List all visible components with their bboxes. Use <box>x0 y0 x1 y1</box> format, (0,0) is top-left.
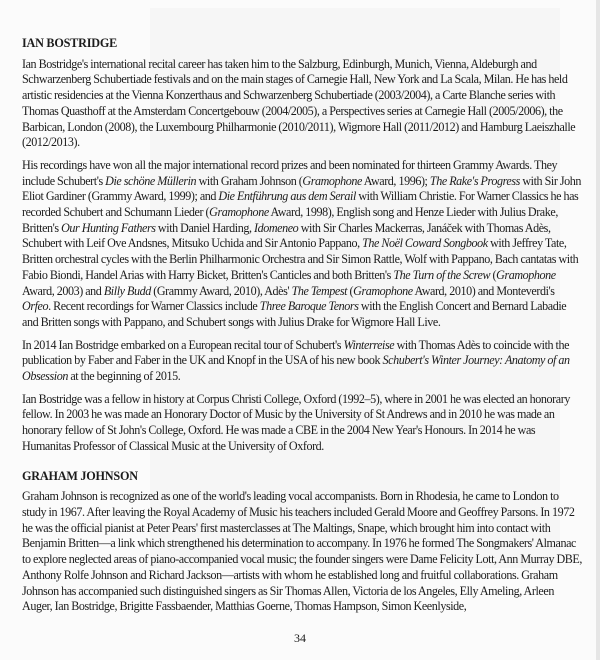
text-run: Award, 2003) and <box>22 283 104 298</box>
document-body <box>22 0 584 615</box>
page-edge <box>596 0 600 660</box>
text-run: with Daniel Harding, <box>155 220 254 235</box>
text-run: with Graham Johnson ( <box>196 173 303 188</box>
italic-title: Idomeneo <box>253 220 299 235</box>
text-run: with Sir Charles Mackerras, Janáček with Thomas Adès, Schubert with Leif Ove Andsnes, Mitsuko Uchida and Sir Antonio Pappano, <box>22 220 551 251</box>
bio-section <box>22 469 584 615</box>
text-run: Award, 1998), English song and Henze Lieder with Julius Drake, Britten's <box>22 205 558 235</box>
text-run: In 2014 Ian Bostridge embarked on a European recital tour of Schubert's <box>22 337 344 352</box>
text-run: Award, 2010) and Monteverdi's <box>412 283 555 298</box>
italic-title: Billy Budd <box>103 283 151 298</box>
paragraph <box>22 338 584 385</box>
italic-title: Die schöne Müllerin <box>105 173 197 188</box>
italic-title: Orfeo <box>22 299 49 314</box>
italic-title: Our Hunting Fathers <box>61 220 156 235</box>
text-run: ( <box>347 283 354 298</box>
text-run: . Recent recordings for Warner Classics include <box>48 299 260 314</box>
bio-section <box>22 36 584 455</box>
text-run: with Sir John Eliot Gardiner (Grammy Award, 1999); and <box>22 173 582 204</box>
section-heading: IAN BOSTRIDGE <box>22 36 118 50</box>
italic-title: Winterreise <box>343 337 395 352</box>
text-run: with William Christie. For Warner Classics he has recorded Schubert and Schumann Lieder ( <box>22 189 579 220</box>
text-run: Award, 1996); <box>362 173 430 188</box>
text-run: at the beginning of 2015. <box>67 369 181 384</box>
italic-title: The Turn of the Screw <box>393 267 491 282</box>
text-run: His recordings have won all the major international record prizes and been nominated for thirteen Grammy Awards. They include Schubert's <box>22 157 558 188</box>
paragraph <box>22 57 584 151</box>
paragraph <box>22 158 584 331</box>
italic-title: Gramophone <box>353 283 413 298</box>
italic-title: The Noël Coward Songbook <box>362 236 488 251</box>
italic-title: Die Entführung aus dem Serail <box>218 189 356 204</box>
text-run: Ian Bostridge was a fellow in history at Corpus Christi College, Oxford (1992–5), where in 2001 he was elected an honorary fellow. In 2003 he was made an Honorary Doctor of Music by the University of St Andrews and in 2010 he was made an honorary fellow of St John's College, Oxford. He was made a CBE in the 2004 New Year's Honours. In 2014 he was Humanitas Professor of Classical Music at the University of Oxford. <box>22 391 570 453</box>
text-run: (Grammy Award, 2010), Adès' <box>150 283 292 298</box>
paragraph <box>22 392 584 455</box>
italic-title: The Tempest <box>291 283 348 298</box>
section-heading: GRAHAM JOHNSON <box>22 468 138 483</box>
text-run: Graham Johnson is recognized as one of the world's leading vocal accompanists. Born in Rhodesia, he came to London to study in 1967. After leaving the Royal Academy of Music his teachers included Gerald Moore and Geoffrey Parsons. In 1972 he was the official pianist at Peter Pears' first masterclasses at The Maltings, Snape, which brought him into contact with Benjamin Britten—a link which strengthened his determination to accompany. In 1976 he formed The Songmakers' Almanac to explore neglected areas of piano-accompanied vocal music; the founder singers were Dame Felicity Lott, Ann Murray DBE, Anthony Rolfe Johnson and Richard Jackson—artists with whom he established long and fruitful collaborations. Graham Johnson has accompanied such distinguished singers as Sir Thomas Allen, Victoria de los Angeles, Elly Ameling, Arleen Auger, Ian Bostridge, Brigitte Fassbaender, Matthias Goerne, Thomas Hampson, Simon Keenlyside, <box>22 489 583 614</box>
italic-title: Gramophone <box>209 205 269 220</box>
text-run: Ian Bostridge's international recital career has taken him to the Salzburg, Edinburgh, Munich, Vienna, Aldeburgh and Schwarzenberg Schubertiade festivals and on the main stages of Carnegie Hall, New York and La Scala, Milan. He has held artistic residencies at the Vienna Konzerthaus and Schwarzenberg Schubertiade (2003/2004), a Carte Blanche series with Thomas Quasthoff at the Amsterdam Concertgebouw (2004/2005), a Perspectives series at Carnegie Hall (2005/2006), the Barbican, London (2008), the Luxembourg Philharmonie (2010/2011), Wigmore Hall (2011/2012) and Hamburg Laeiszhalle (2012/2013). <box>22 56 576 150</box>
italic-title: The Rake's Progress <box>429 173 520 188</box>
paragraph <box>22 489 584 615</box>
italic-title: Gramophone <box>496 267 556 282</box>
text-run: ( <box>490 267 497 282</box>
text-run: with Jeffrey Tate, Britten orchestral cycles with the Berlin Philharmonic Orchestra and Sir Simon Rattle, Wolf with Pappano, Bach cantatas with Fabio Biondi, Handel Arias with Harry Bicket, Britten's Canticles and both Britten's <box>22 236 579 282</box>
text-run: with the English Concert and Bernard Labadie and Britten songs with Pappano, and Schubert songs with Julius Drake for Wigmore Hall Live. <box>22 299 567 329</box>
italic-title: Gramophone <box>302 173 362 188</box>
italic-title: Three Baroque Tenors <box>259 299 359 314</box>
text-run: with Thomas Adès to coincide with the publication by Faber and Faber in the UK and Knopf in the USA of his new book <box>22 337 570 368</box>
page-number: 34 <box>294 630 306 645</box>
italic-title: Schubert's Winter Journey: Anatomy of an Obsession <box>22 353 570 384</box>
